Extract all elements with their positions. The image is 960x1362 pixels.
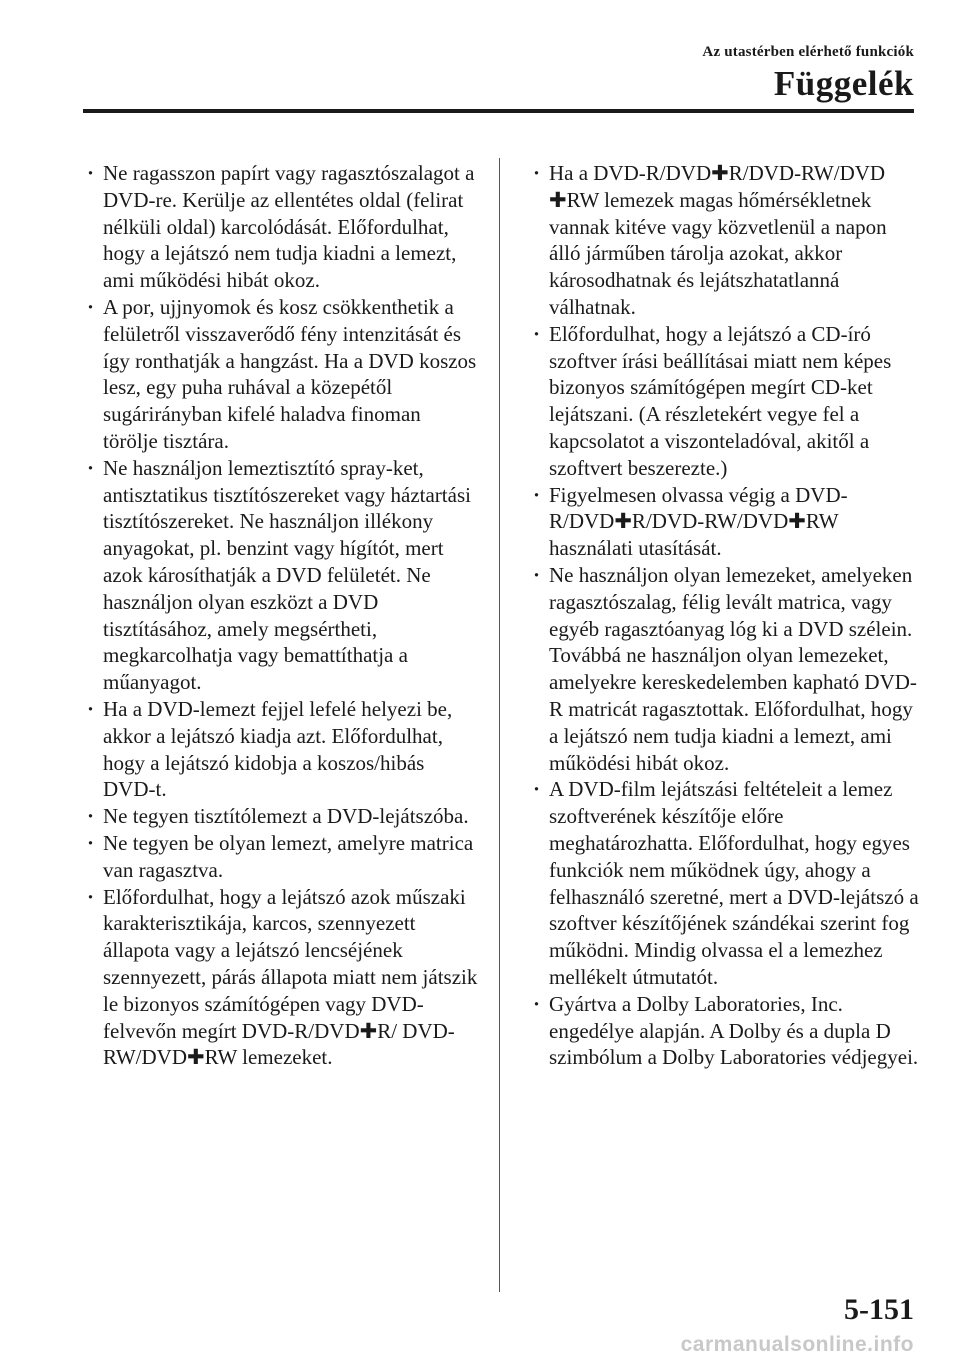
left-column-bullets [87, 160, 479, 1071]
right-column-bullets [533, 160, 921, 1071]
bullet-item: · Előfordulhat, hogy a lejátszó azok műszaki karakterisztikája, karcos, szennyezett állapota vagy a lejátszó lencséjének szennyezett, párás állapota miatt nem játszik le bizonyos számítógépen vagy DVD-felvevőn megírt DVD-R/DVD✚R/ DVD-RW/DVD✚RW lemezeket. [87, 884, 479, 1072]
section-subtitle: Az utastérben elérhető funkciók [702, 44, 914, 60]
page-number: 5-151 [844, 1293, 914, 1326]
watermark: carmanualsonline.info [680, 1333, 914, 1356]
bullet-item: · Előfordulhat, hogy a lejátszó a CD-író szoftver írási beállításai miatt nem képes bizonyos számítógépen megírt CD-ket lejátszani. (A részletekért vegye fel a kapcsolatot a viszonteladóval, akitől a szoftvert beszerezte.) [533, 321, 921, 482]
header-rule [83, 109, 914, 113]
bullet-item: · Ha a DVD-lemezt fejjel lefelé helyezi be, akkor a lejátszó kiadja azt. Előfordulhat, hogy a lejátszó kidobja a koszos/hibás DVD-t. [87, 696, 479, 803]
bullet-item: · Gyártva a Dolby Laboratories, Inc. engedélye alapján. A Dolby és a dupla D szimbólum a Dolby Laboratories védjegyei. [533, 991, 921, 1071]
bullet-item: · Figyelmesen olvassa végig a DVD-R/DVD✚R/DVD-RW/DVD✚RW használati utasítását. [533, 482, 921, 562]
bullet-item: · Ha a DVD-R/DVD✚R/DVD-RW/DVD ✚RW lemezek magas hőmérsékletnek vannak kitéve vagy közvetlenül a napon álló járműben tárolja azokat, akkor károsodhatnak és lejátszhatatlanná válhatnak. [533, 160, 921, 321]
bullet-item: · Ne tegyen tisztítólemezt a DVD-lejátszóba. [87, 803, 479, 830]
bullet-item: · Ne használjon olyan lemezeket, amelyeken ragasztószalag, félig levált matrica, vagy egyéb ragasztóanyag lóg ki a DVD szélein. Továbbá ne használjon olyan lemezeket, amelyekre kereskedelemben kapható DVD-R matricát ragasztottak. Előfordulhat, hogy a lejátszó nem tudja kiadni a lemezt, ami működési hibát okoz. [533, 562, 921, 776]
chapter-title: Függelék [773, 64, 914, 103]
bullet-item: · Ne ragasszon papírt vagy ragasztószalagot a DVD-re. Kerülje az ellentétes oldal (felirat nélküli oldal) karcolódását. Előfordulhat, hogy a lejátszó nem tudja kiadni a lemezt, ami működési hibát okoz. [87, 160, 479, 294]
bullet-item: · Ne tegyen be olyan lemezt, amelyre matrica van ragasztva. [87, 830, 479, 884]
bullet-item: · A DVD-film lejátszási feltételeit a lemez szoftverének készítője előre meghatározhatta. Előfordulhat, hogy egyes funkciók nem működnek úgy, ahogy a felhasználó szeretné, mert a DVD-lejátszó a szoftver készítőjének szándékai szerint fog működni. Mindig olvassa el a lemezhez mellékelt útmutatót. [533, 776, 921, 990]
column-divider [499, 158, 500, 1292]
bullet-item: · A por, ujjnyomok és kosz csökkenthetik a felületről visszaverődő fény intenzitását és így ronthatják a hangzást. Ha a DVD koszos lesz, egy puha ruhával a közepétől sugárirányban kifelé haladva finoman törölje tisztára. [87, 294, 479, 455]
bullet-item: · Ne használjon lemeztisztító spray-ket, antisztatikus tisztítószereket vagy háztartási tisztítószereket. Ne használjon illékony anyagokat, pl. benzint vagy hígítót, mert azok károsíthatják a DVD felületét. Ne használjon olyan eszközt a DVD tisztításához, amely megsértheti, megkarcolhatja vagy bemattíthatja a műanyagot. [87, 455, 479, 696]
